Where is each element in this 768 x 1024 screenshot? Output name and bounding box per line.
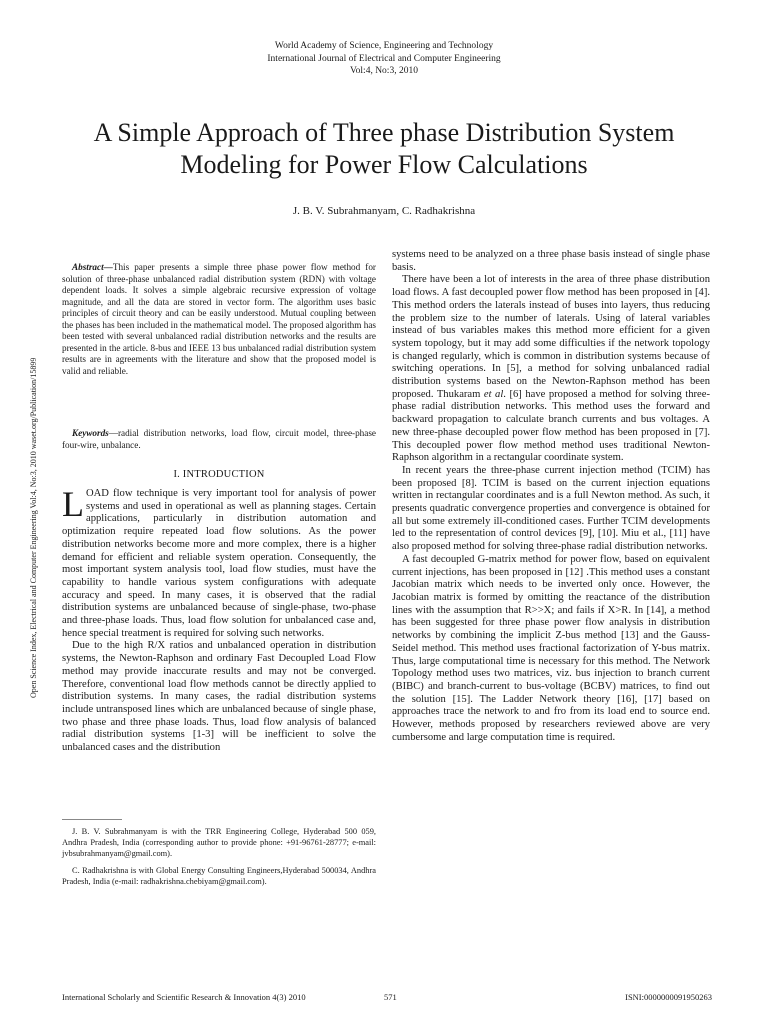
dropcap-letter: L [62, 484, 84, 524]
footer-isni: ISNI:0000000091950263 [625, 992, 712, 1002]
keywords-label: Keywords [72, 428, 109, 438]
intro-paragraph-1 [62, 484, 376, 640]
footer-publisher: International Scholarly and Scientific Research & Innovation 4(3) 2010 [62, 992, 306, 1002]
right-paragraph-4: A fast decoupled G-matrix method for power flow, based on equivalent current injections, has been proposed in [12] .This method uses a constant Jacobian matrix which needs to be inverted only once. However, the Jacobian matrix is formed by omitting the reactance of the distribution lines with the assumption that R>>X; and fails if X>R. In [14], a method has been suggested for three phase power flow analysis in distribution networks by combining the implicit Z-bus method [13] and the Gauss-Seidel method. This method uses fractional factorization of Y-bus matrix. Thus, large computational time is necessary for this method. The Network Topology method uses two matrices, viz. bus injection to branch current (BIBC) and branch-current to bus-voltage (BCBV) matrices, to find out the solution [15]. The Ladder Network theory [16], [17] based on approaches trace the network to and fro from its load end to source end. However, methods proposed by researchers reviewed above are very cumbersome and large computation time is required. [392, 553, 710, 743]
intro-paragraph-1-text: OAD flow technique is very important tool for analysis of power systems and used in operational as well as planning stages. Certain applications, particularly in distribution automation and optimization require repeated load flow solutions. As the power distribution networks become more and more complex, there is a higher demand for efficient and reliable system operation. Consequently, the most important system analysis tool, load flow studies, must have the capability to handle various system configurations with adequate accuracy and speed. In many cases, it is observed that the radial distribution systems are unbalanced because of single-phase, two-phase and three-phase loads. Thus, load flow solution for unbalanced case and, hence special treatment is required for solving such networks. [62, 488, 376, 639]
right-paragraph-2-text: There have been a lot of interests in the area of three phase distribution load flows. A fast decoupled power flow method has been proposed in [4]. This method orders the laterals instead of buses into layers, thus reducing the problem size to the number of laterals. Using of lateral variables instead of bus variables makes this method more efficient for a given system topology, but it may add some difficulties if the network topology is changed regularly, which is common in distribution systems because of switching operations. In [5], a method for solving unbalanced radial distribution systems based on the Newton-Raphson method has been proposed. [392, 274, 710, 400]
journal-header-line2: International Journal of Electrical and Computer Engineering [267, 53, 501, 64]
intro-paragraph-2: Due to the high R/X ratios and unbalanced operation in distribution systems, the Newton-Raphson and ordinary Fast Decoupled Load Flow method may provide inaccurate results and may not be converged. Therefore, conventional load flow methods cannot be directly applied to distribution systems. In many cases, the radial distribution systems include untransposed lines which are unbalanced because of single phase, two phase and three phase loads. Thus, load flow analysis of balanced radial distribution systems [1-3] will be inefficient to solve the unbalanced cases and the distribution [62, 640, 376, 754]
footnotes [62, 826, 376, 893]
abstract-label: Abstract— [72, 262, 113, 272]
abstract-text: This paper presents a simple three phase power flow method for solution of three-phase unbalanced radial distribution system (RDN) with voltage dependent loads. It solves a simple algebraic recursive expression of voltage magnitude, and all the data are stored in vector form. The algorithm uses basic principles of circuit theory and can be easily understood. Mutual coupling between the phases has been included in the mathematical model. The proposed algorithm has been tested with several unbalanced radial distribution networks and the results are presented in the article. 8-bus and IEEE 13 bus unbalanced radial distribution system results are in agreements with the literature and show that the proposed model is valid and reliable. [62, 262, 376, 376]
journal-header-line3: Vol:4, No:3, 2010 [350, 66, 418, 76]
right-paragraph-2b-post: . [6] have proposed a method for solving three-phase radial distribution networks. This method uses the forward and backward propagation to calculate branch currents and bus voltages. A new three-phase decoupled power flow method has been proposed in [7]. This decoupled power flow method method uses traditional Newton-Raphson algorithm in a rectangular coordinate system. [392, 388, 710, 464]
et-al-italic: et al [483, 388, 504, 400]
introduction-body [62, 484, 376, 755]
sidebar-citation-text: Open Science Index, Electrical and Computer Engineering Vol:4, No:3, 2010 waset.org/Publication/15899 [29, 357, 38, 698]
author-list: J. B. V. Subrahmanyam, C. Radhakrishna [292, 205, 476, 217]
journal-header-line1: World Academy of Science, Engineering and Technology [274, 41, 494, 51]
footnote-author-2: C. Radhakrishna is with Global Energy Consulting Engineers,Hyderabad 500034, Andhra Pradesh, India (e-mail: radhakrishna.chebiyam@gmail.com). [62, 866, 376, 886]
right-paragraph-1: systems need to be analyzed on a three phase basis instead of single phase basis. [392, 249, 710, 273]
right-paragraph-2b-pre: Thukaram [436, 388, 484, 400]
right-paragraph-3: In recent years the three-phase current injection method (TCIM) has been proposed [8]. TCIM is based on the current injection equations written in rectangular coordinates and is a full Newton method. As such, it presents quadratic convergence properties and convergence is obtained for all but some extremely ill-conditioned cases. Further TCIM developments led to the representation of control devices [9], [10]. Miu et al., [11] have also proposed method for solving three-phase radial distribution networks. [392, 464, 710, 553]
page-number: 571 [384, 992, 397, 1002]
page-footer [62, 992, 712, 1002]
footnote-author-1: J. B. V. Subrahmanyam is with the TRR Engineering College, Hyderabad 500 059, Andhra Pradesh, India (corresponding author to provide phone: +91-96761-28777; e-mail: jvbsubrahmanyam@gmail.com). [62, 827, 376, 858]
right-column [392, 249, 710, 744]
journal-header [0, 40, 768, 78]
right-paragraph-2 [392, 274, 710, 465]
keywords-text: —radial distribution networks, load flow, circuit model, three-phase four-wire, unbalance. [62, 428, 376, 450]
keywords [62, 428, 376, 451]
section-heading-introduction: I. INTRODUCTION [173, 469, 265, 480]
footnote-divider [62, 819, 122, 820]
paper-title: A Simple Approach of Three phase Distribution System Modeling for Power Flow Calculations [93, 118, 675, 179]
abstract [62, 262, 376, 377]
